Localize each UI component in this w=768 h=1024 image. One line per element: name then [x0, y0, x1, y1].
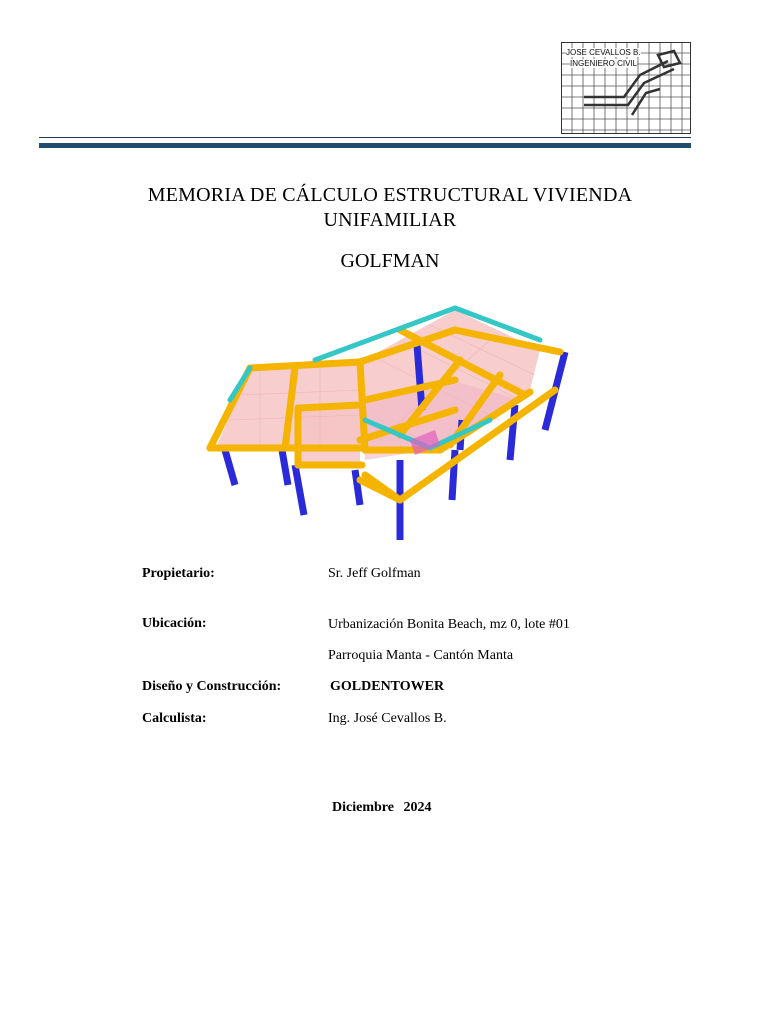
- engineer-label: Calculista:: [142, 711, 207, 726]
- document-title: MEMORIA DE CÁLCULO ESTRUCTURAL VIVIENDA UNIFAMILIAR: [147, 184, 633, 231]
- logo-profession: INGENIERO CIVIL: [570, 59, 638, 68]
- location-value: Urbanización Bonita Beach, mz 0, lote #01: [328, 617, 570, 632]
- project-name: GOLFMAN: [340, 250, 440, 272]
- location-label: Ubicación:: [142, 616, 207, 631]
- header-rule-thick: [39, 143, 691, 148]
- design-label: Diseño y Construcción:: [142, 679, 282, 694]
- owner-label: Propietario:: [142, 566, 215, 581]
- design-value: GOLDENTOWER: [330, 679, 445, 694]
- location-value-2: Parroquia Manta - Cantón Manta: [328, 648, 514, 663]
- structural-3d-model-icon: [200, 300, 580, 550]
- owner-value: Sr. Jeff Golfman: [328, 566, 421, 581]
- header-rule-thin: [39, 137, 691, 138]
- document-date: Diciembre 2024: [332, 800, 432, 815]
- logo-name: JOSE CEVALLOS B.: [566, 48, 641, 57]
- engineer-value: Ing. José Cevallos B.: [328, 711, 447, 726]
- engineer-logo: [561, 42, 691, 134]
